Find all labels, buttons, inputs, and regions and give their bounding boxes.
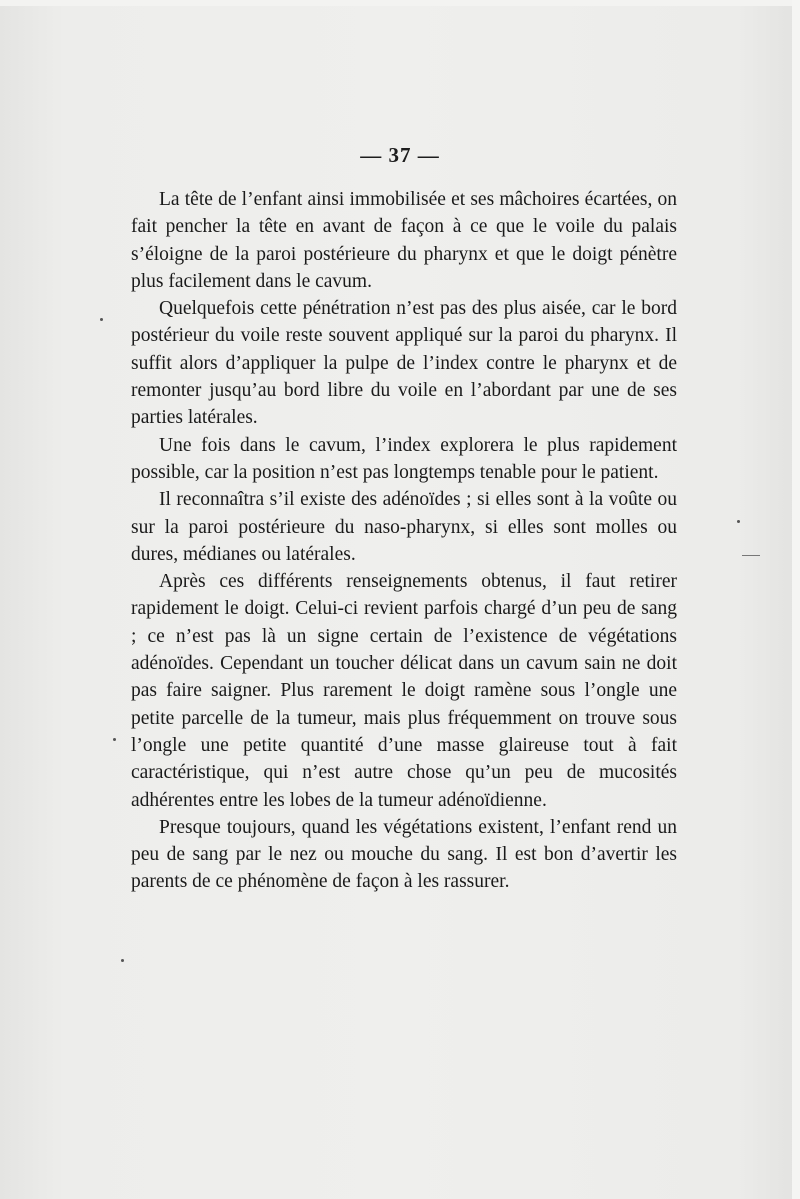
- margin-dot-right-1: [737, 520, 740, 523]
- margin-dot-left-1: [100, 318, 103, 321]
- paragraph: Presque toujours, quand les végétations existent, l’enfant rend un peu de sang par le nez ou mouche du sang. Il est bon d’avertir les parents de ce phénomène de façon à les rassurer.: [131, 816, 677, 893]
- page-top-edge: [0, 0, 800, 6]
- paragraph: La tête de l’enfant ainsi immobilisée et ses mâchoires écartées, on fait pencher la tête en avant de façon à ce que le voile du palais s’éloigne de la paroi postérieure du pharynx et que le doigt pénètre plus facilement dans le cavum.: [131, 189, 677, 292]
- margin-dot-left-2: [113, 738, 116, 741]
- paragraph: Après ces différents renseignements obtenus, il faut retirer rapidement le doigt. Celui-ci revient parfois chargé d’un peu de sang ; ce n’est pas là un signe certain de l’existence de végétations adénoïdes. Cependant un toucher délicat dans un cavum sain ne doit pas faire saigner. Plus rarement le doigt ramène sous l’ongle une petite parcelle de la tumeur, mais plus fréquemment on trouve sous l’ongle une petite quantité d’une masse glaireuse tout à fait caractéristique, qui n’est autre chose qu’un peu de mucosités adhérentes entre les lobes de la tumeur adénoïdienne.: [131, 571, 677, 811]
- paragraph: Il reconnaîtra s’il existe des adénoïdes ; si elles sont à la voûte ou sur la paroi postérieure du naso-pharynx, si elles sont molles ou dures, médianes ou latérales.: [131, 489, 677, 565]
- paragraph: Quelquefois cette pénétration n’est pas des plus aisée, car le bord postérieur du voile reste souvent appliqué sur la paroi du pharynx. Il suffit alors d’appliquer la pulpe de l’index contre le pharynx et de remonter jusqu’au bord libre du voile en l’abordant par une de ses parties latérales.: [131, 298, 677, 429]
- margin-dash-right: [742, 555, 760, 556]
- page-right-edge: [792, 0, 800, 1199]
- paragraph: Une fois dans le cavum, l’index explorera le plus rapidement possible, car la position n’est pas longtemps tenable pour le patient.: [131, 434, 677, 483]
- margin-dot-left-3: [121, 959, 124, 962]
- body-text: [131, 186, 677, 896]
- page-number: — 37 —: [360, 143, 440, 167]
